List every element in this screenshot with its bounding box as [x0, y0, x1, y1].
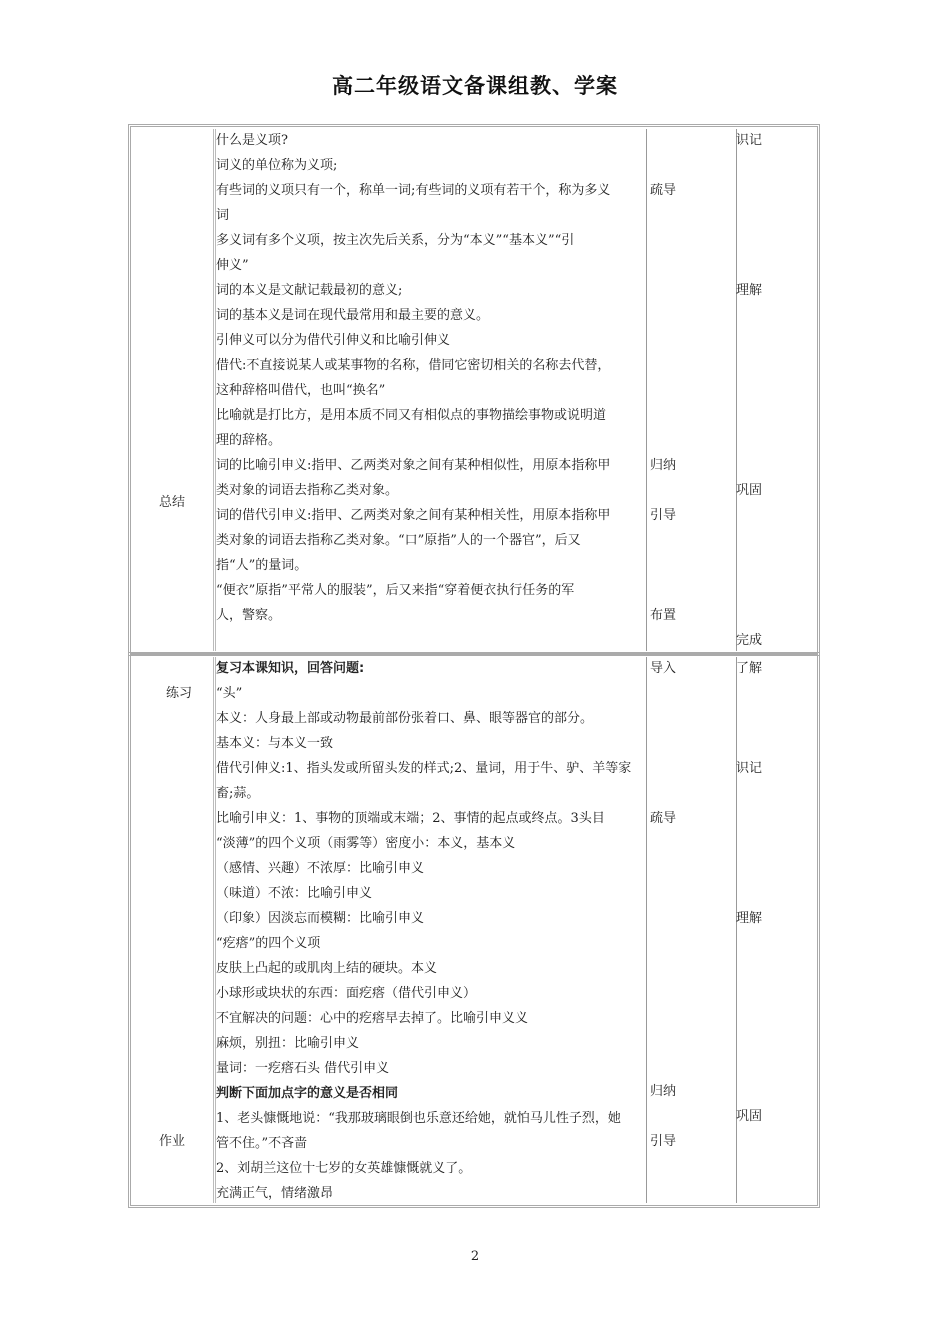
content-line: 1、老头慷慨地说：“我那玻璃眼倒也乐意还给她，就怕马儿性子烈，她 — [216, 1111, 621, 1126]
summary-label: 总结 — [159, 495, 186, 510]
content-line: 管不住。”不吝啬 — [216, 1136, 308, 1151]
teacher-activity: 疏导 — [650, 183, 677, 198]
page-title: 高二年级语文备课组教、学案 — [332, 74, 618, 98]
teacher-activity: 引导 — [650, 1134, 677, 1149]
teacher-activity: 归纳 — [650, 1084, 677, 1099]
content-line: 畜;蒜。 — [216, 786, 260, 801]
teacher-activity: 疏导 — [650, 811, 677, 826]
content-line: 复习本课知识，回答问题: — [216, 661, 365, 676]
content-line: 不宜解决的问题：心中的疙瘩早去掉了。比喻引申义义 — [216, 1011, 529, 1026]
student-activity: 理解 — [736, 283, 763, 298]
content-line: 判断下面加点字的意义是否相同 — [216, 1086, 399, 1101]
practice-content — [216, 656, 650, 1206]
content-line: 2、刘胡兰这位十七岁的女英雄慷慨就义了。 — [216, 1161, 472, 1176]
content-line: “便衣”原指”平常人的服装”，后又来指“穿着便衣执行任务的军 — [216, 583, 575, 598]
content-line: 人，警察。 — [216, 608, 282, 623]
content-line: 词的比喻引申义:指甲、乙两类对象之间有某种相似性，用原本指称甲 — [216, 458, 611, 473]
content-line: 引伸义可以分为借代引伸义和比喻引伸义 — [216, 333, 451, 348]
content-line: 有些词的义项只有一个，称单一词;有些词的义项有若干个，称为多义 — [216, 183, 611, 198]
content-line: 多义词有多个义项，按主次先后关系，分为“本义”“基本义”“引 — [216, 233, 575, 248]
content-line: 词的基本义是词在现代最常用和最主要的意义。 — [216, 308, 490, 323]
content-line: 借代:不直接说某人或某事物的名称，借同它密切相关的名称去代替， — [216, 358, 611, 373]
content-line: 伸义” — [216, 258, 249, 273]
teacher-activity: 引导 — [650, 508, 677, 523]
student-activity: 巩固 — [736, 1109, 763, 1124]
content-line: 理的辞格。 — [216, 433, 282, 448]
content-line: “淡薄”的四个义项（雨雾等）密度小：本义，基本义 — [216, 836, 516, 851]
content-line: 皮肤上凸起的或肌肉上结的硬块。本义 — [216, 961, 438, 976]
content-line: 比喻就是打比方，是用本质不同又有相似点的事物描绘事物或说明道 — [216, 408, 607, 423]
teacher-activity: 导入 — [650, 661, 677, 676]
content-line: 麻烦，别扭：比喻引申义 — [216, 1036, 360, 1051]
page-number: 2 — [470, 1249, 480, 1264]
content-line: “头” — [216, 686, 243, 701]
teacher-activity: 归纳 — [650, 458, 677, 473]
homework-label: 作业 — [159, 1134, 186, 1149]
teacher-activity: 布置 — [650, 608, 677, 623]
content-line: 词的借代引申义:指甲、乙两类对象之间有某种相关性，用原本指称甲 — [216, 508, 611, 523]
content-line: 什么是义项? — [216, 133, 288, 148]
content-line: 指“人”的量词。 — [216, 558, 308, 573]
content-line: 词 — [216, 208, 230, 223]
content-line: 词的本义是文献记载最初的意义; — [216, 283, 403, 298]
column-divider — [736, 129, 737, 651]
content-line: 类对象的词语去指称乙类对象。 — [216, 483, 399, 498]
content-line: 这种辞格叫借代，也叫“换名” — [216, 383, 386, 398]
content-line: 借代引伸义:1、指头发或所留头发的样式;2、量词，用于牛、驴、羊等家 — [216, 761, 632, 776]
content-line: 词义的单位称为义项; — [216, 158, 338, 173]
content-line: 量词：一疙瘩石头 借代引申义 — [216, 1061, 390, 1076]
student-activity: 完成 — [736, 633, 763, 648]
summary-content — [216, 128, 650, 628]
content-line: 小球形或块状的东西：面疙瘩（借代引申义） — [216, 986, 477, 1001]
student-activity: 了解 — [736, 661, 763, 676]
content-line: （印象）因淡忘而模糊：比喻引申义 — [216, 911, 425, 926]
content-line: （味道）不浓：比喻引申义 — [216, 886, 373, 901]
practice-label: 练习 — [166, 686, 193, 701]
student-activity: 理解 — [736, 911, 763, 926]
content-line: 本义：人身最上部或动物最前部份张着口、鼻、眼等器官的部分。 — [216, 711, 594, 726]
student-activity: 识记 — [736, 133, 763, 148]
content-line: 基本义：与本义一致 — [216, 736, 334, 751]
content-line: （感情、兴趣）不浓厚：比喻引申义 — [216, 861, 425, 876]
student-activity: 巩固 — [736, 483, 763, 498]
content-line: 比喻引申义：1、事物的顶端或末端；2、事情的起点或终点。3头目 — [216, 811, 605, 826]
content-line: 充满正气，情绪激昂 — [216, 1186, 334, 1201]
content-line: 类对象的词语去指称乙类对象。“口”原指”人的一个器官”，后又 — [216, 533, 581, 548]
content-line: “疙瘩”的四个义项 — [216, 936, 321, 951]
student-activity: 识记 — [736, 761, 763, 776]
